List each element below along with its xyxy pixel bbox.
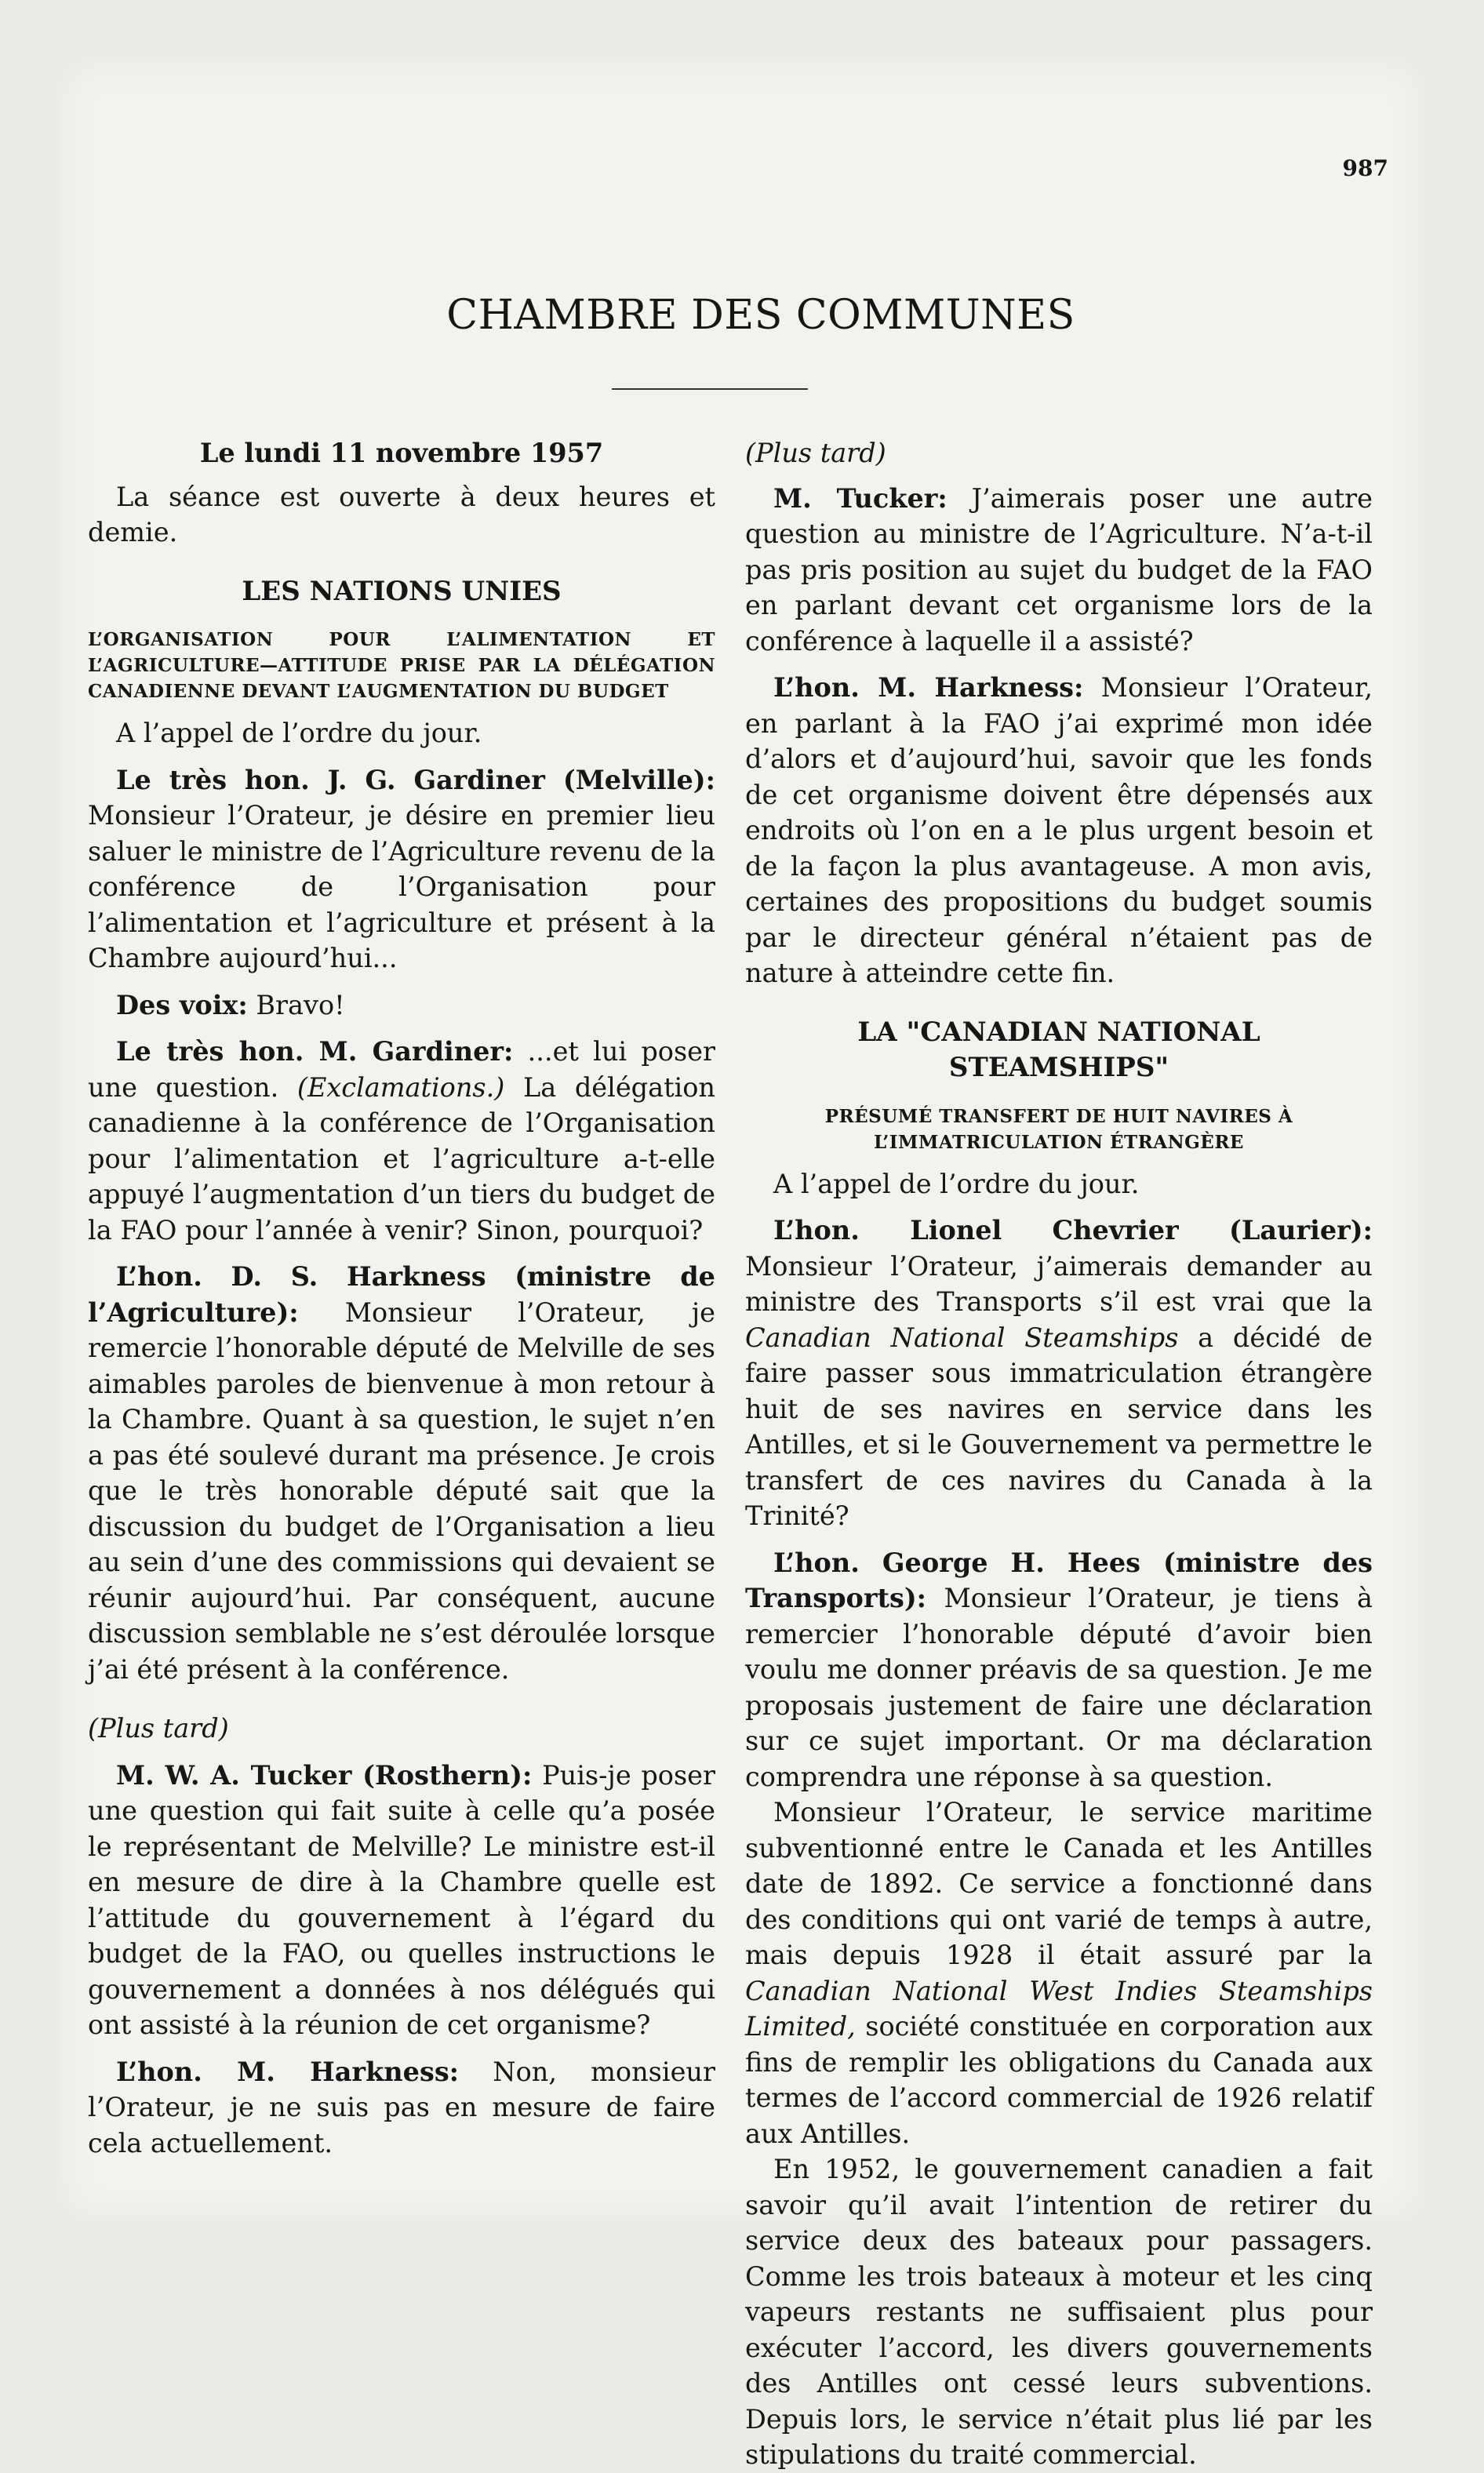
speech-hees-1952: En 1952, le gouvernement canadien a fait savoir qu’il avait l’intention de retirer du service deux des bateaux pour passagers. Comme les trois bateaux à moteur et les cinq vapeurs restants ne suffisaient plus pour exécuter l’accord, les divers gouvernements des Antilles ont cessé leurs subventions. Depuis lors, le service n’était plus lié par les stipulations du traité commercial.: [745, 2154, 1373, 2470]
speech-harkness: [88, 1259, 715, 1687]
speaker-name: L’hon. M. Harkness:: [116, 2056, 460, 2087]
speaker-name: M. W. A. Tucker (Rosthern):: [116, 1759, 533, 1791]
speech-gardiner: [88, 762, 715, 976]
speaker-name: L’hon. George H. Hees (ministre des Transports):: [745, 1547, 1373, 1613]
subsection-heading-fao: L’ORGANISATION POUR L’ALIMENTATION ET L’AGRICULTURE—ATTITUDE PRISE PAR LA DÉLÉGATION CANADIENNE DEVANT L’AUGMENTATION DU BUDGET: [88, 629, 715, 702]
speech-hees: [745, 1545, 1373, 1795]
speech-chevrier: [745, 1213, 1373, 1534]
speech-text: La délégation canadienne à la conférence de l’Organisation pour l’alimentation et l’agriculture a-t-elle appuyé l’augmentation d’un tiers du budget de la FAO pour l’année à venir? Sinon, pourquoi?: [88, 1071, 715, 1246]
later-marker: (Plus tard): [745, 438, 886, 468]
speaker-name: Des voix:: [116, 989, 248, 1020]
company-name: Canadian National Steamships: [745, 1322, 1179, 1353]
speech-tucker: [88, 1758, 715, 2043]
section-heading-steamships: LA "CANADIAN NATIONAL STEAMSHIPS": [857, 1016, 1260, 1083]
speech-harkness-reply: [88, 2054, 715, 2162]
speech-text: Monsieur l’Orateur, j’aimerais demander au ministre des Transports s’il est vrai que la: [745, 1250, 1373, 1317]
speech-text: Monsieur l’Orateur, je tiens à remercier l’honorable député d’avoir bien voulu me donner préavis de sa question. Je me proposais justement de faire une déclaration sur ce sujet important. Or ma déclaration comprendra une réponse à sa question.: [745, 1583, 1373, 1792]
right-column: [745, 435, 1373, 2473]
speech-text: Monsieur l’Orateur, le service maritime subventionné entre le Canada et les Antilles date de 1892. Ce service a fonctionné dans des conditions qui ont varié de temps à autre, mais depuis 1928 il était assuré par la: [745, 1797, 1373, 1970]
speech-text: ...et lui poser une question.: [88, 1036, 715, 1103]
speech-text: Monsieur l’Orateur, je désire en premier lieu saluer le ministre de l’Agriculture revenu de la conférence de l’Organisation pour l’alimentation et l’agriculture et présent à la Chambre aujourd’hui...: [88, 800, 715, 973]
speech-harkness-fao: [745, 670, 1373, 991]
left-column: [88, 435, 715, 2161]
speaker-name: L’hon. Lionel Chevrier (Laurier):: [773, 1215, 1373, 1246]
company-name: Canadian National West Indies Steamships Limited,: [745, 1975, 1373, 2042]
speech-text: Bravo!: [247, 989, 345, 1020]
speech-text: Monsieur l’Orateur, en parlant à la FAO j’ai exprimé mon idée d’alors et d’aujourd’hui, savoir que les fonds de cet organisme doivent être dépensés aux endroits où l’on en a le plus urgent besoin et de la façon la plus avantageuse. A mon avis, certaines des propositions du budget soumis par le directeur général n’étaient pas de nature à atteindre cette fin.: [745, 672, 1373, 988]
subsection-heading-transfer: PRÉSUMÉ TRANSFERT DE HUIT NAVIRES À L’IMMATRICULATION ÉTRANGÈRE: [824, 1105, 1293, 1153]
speaker-name: Le très hon. M. Gardiner:: [116, 1036, 514, 1067]
speech-voices: [88, 987, 715, 1024]
later-marker: (Plus tard): [88, 1713, 229, 1744]
opening-paragraph: La séance est ouverte à deux heures et demie.: [88, 481, 715, 547]
speaker-name: M. Tucker:: [773, 482, 948, 514]
speech-text: Monsieur l’Orateur, je remercie l’honorable député de Melville de ses aimables paroles de bienvenue à mon retour à la Chambre. Quant à sa question, le sujet n’en a pas été soulevé durant ma présence. Je crois que le très honorable député sait que la discussion du budget de l’Organisation a lieu au sein d’une des commissions qui devaient se réunir aujourd’hui. Par conséquent, aucune discussion semblable ne s’est déroulée lorsque j’ai été présent à la conférence.: [88, 1297, 715, 1685]
speech-text: société constituée en corporation aux fins de remplir les obligations du Canada aux termes de l’accord commercial de 1926 relatif aux Antilles.: [745, 2011, 1373, 2149]
order-of-day: A l’appel de l’ordre du jour.: [773, 1168, 1140, 1199]
speech-hees-continued: [745, 1795, 1373, 2151]
stage-direction: (Exclamations.): [296, 1071, 505, 1103]
speech-text: a décidé de faire passer sous immatriculation étrangère huit de ses navires en service dans les Antilles, et si le Gouvernement va permettre le transfert de ces navires du Canada à la Trinité?: [745, 1322, 1373, 1531]
speech-text: J’aimerais poser une autre question au ministre de l’Agriculture. N’a-t-il pas pris position au sujet du budget de la FAO en parlant devant cet organisme lors de la conférence à laquelle il a assisté?: [745, 482, 1373, 656]
order-of-day: A l’appel de l’ordre du jour.: [116, 718, 482, 748]
section-heading-nations-unies: LES NATIONS UNIES: [242, 575, 562, 607]
speaker-name: L’hon. M. Harkness:: [773, 672, 1084, 703]
speech-tucker-followup: [745, 481, 1373, 660]
speaker-name: Le très hon. J. G. Gardiner (Melville):: [116, 764, 715, 795]
speech-text: Puis-je poser une question qui fait suite à celle qu’a posée le représentant de Melville? Le ministre est-il en mesure de dire à la Chambre quelle est l’attitude du gouvernement à l’égard du budget de la FAO, ou quelles instructions le gouvernement a données à nos délégués qui ont assisté à la réunion de cet organisme?: [88, 1759, 715, 2040]
speech-text: Non, monsieur l’Orateur, je ne suis pas en mesure de faire cela actuellement.: [88, 2056, 715, 2158]
speaker-name: L’hon. D. S. Harkness (ministre de l’Agriculture):: [88, 1261, 715, 1328]
sitting-date: Le lundi 11 novembre 1957: [199, 438, 604, 468]
page-title: CHAMBRE DES COMMUNES: [446, 292, 1075, 339]
title-divider: [612, 388, 808, 390]
page-number: 987: [1342, 155, 1388, 181]
speech-gardiner-question: [88, 1034, 715, 1248]
